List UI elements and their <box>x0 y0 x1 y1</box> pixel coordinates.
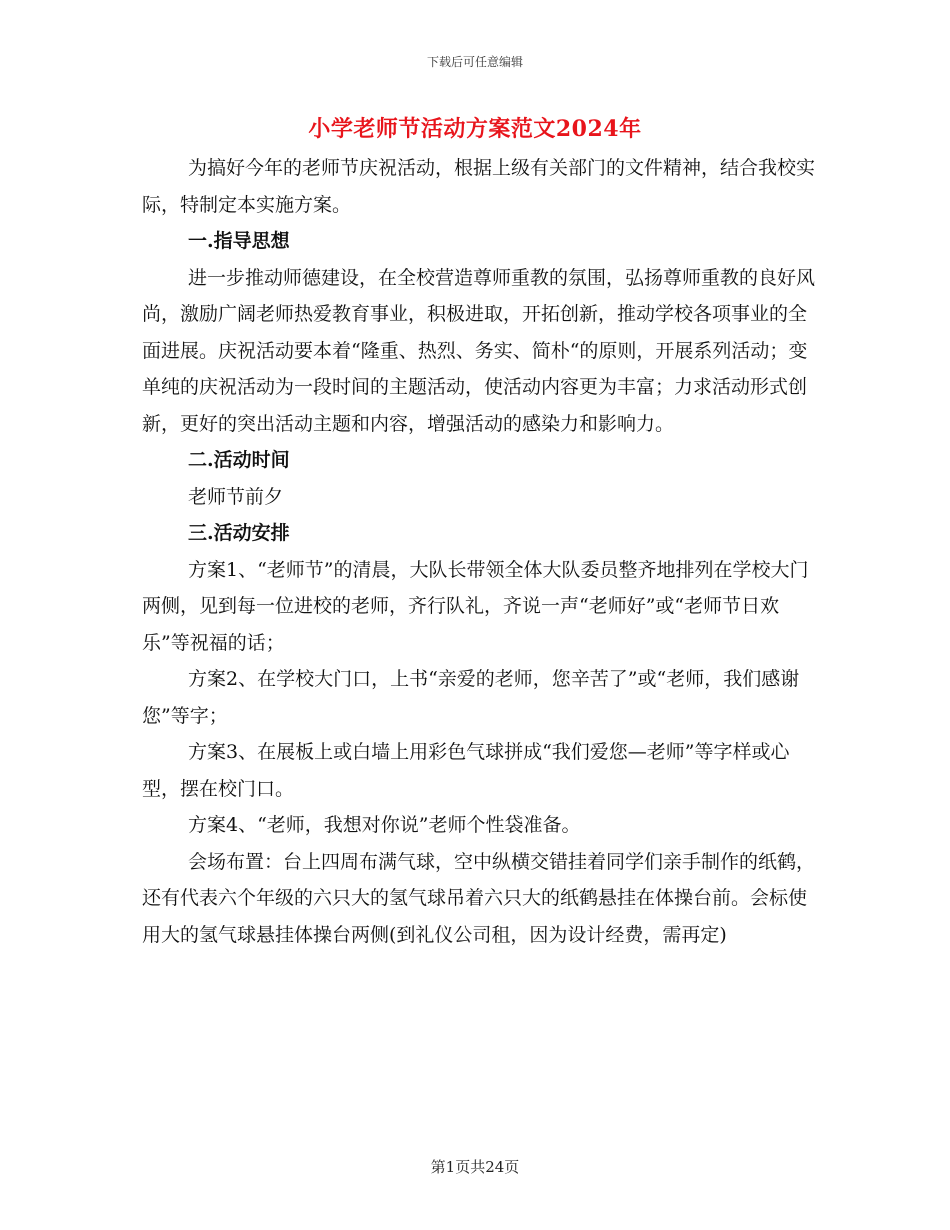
guiding-thought-paragraph: 进一步推动师德建设，在全校营造尊师重教的氛围，弘扬尊师重教的良好风尚，激励广阔老师热爱教育事业，积极进取，开拓创新，推动学校各项事业的全面进展。庆祝活动要本着“隆重、热烈、务实、简朴“的原则，开展系列活动；变单纯的庆祝活动为一段时间的主题活动，使活动内容更为丰富；力求活动形式创新，更好的突出活动主题和内容，增强活动的感染力和影响力。 <box>142 266 816 435</box>
venue-layout-paragraph: 会场布置：台上四周布满气球，空中纵横交错挂着同学们亲手制作的纸鹤，还有代表六个年级的六只大的氢气球吊着六只大的纸鹤悬挂在体操台前。会标使用大的氢气球悬挂体操台两侧(到礼仪公司租，因为设计经费，需再定) <box>142 850 816 946</box>
section-heading-activity-arrangement: 三.活动安排 <box>188 522 290 544</box>
plan-3-paragraph: 方案3、在展板上或白墙上用彩色气球拼成“我们爱您—老师”等字样或心型，摆在校门口。 <box>142 741 790 800</box>
plan-1-paragraph: 方案1、“老师节”的清晨，大队长带领全体大队委员整齐地排列在学校大门两侧，见到每一位进校的老师，齐行队礼，齐说一声“老师好”或“老师节日欢乐”等祝福的话； <box>142 558 809 654</box>
header-note: 下载后可任意编辑 <box>426 55 523 69</box>
section-heading-guiding-thought: 一.指导思想 <box>188 230 290 252</box>
plan-4-paragraph: 方案4、“老师，我想对你说”老师个性袋准备。 <box>188 814 581 836</box>
section-heading-activity-time: 二.活动时间 <box>188 449 290 471</box>
document-body <box>142 150 822 953</box>
activity-time-paragraph: 老师节前夕 <box>188 485 284 508</box>
document-title: 小学老师节活动方案范文2024年 <box>308 116 642 142</box>
plan-2-paragraph: 方案2、在学校大门口，上书“亲爱的老师，您辛苦了”或“老师，我们感谢您”等字； <box>142 668 800 727</box>
page-footer: 第1页共24页 <box>430 1158 520 1176</box>
intro-paragraph: 为搞好今年的老师节庆祝活动，根据上级有关部门的文件精神，结合我校实际，特制定本实施方案。 <box>142 157 816 216</box>
